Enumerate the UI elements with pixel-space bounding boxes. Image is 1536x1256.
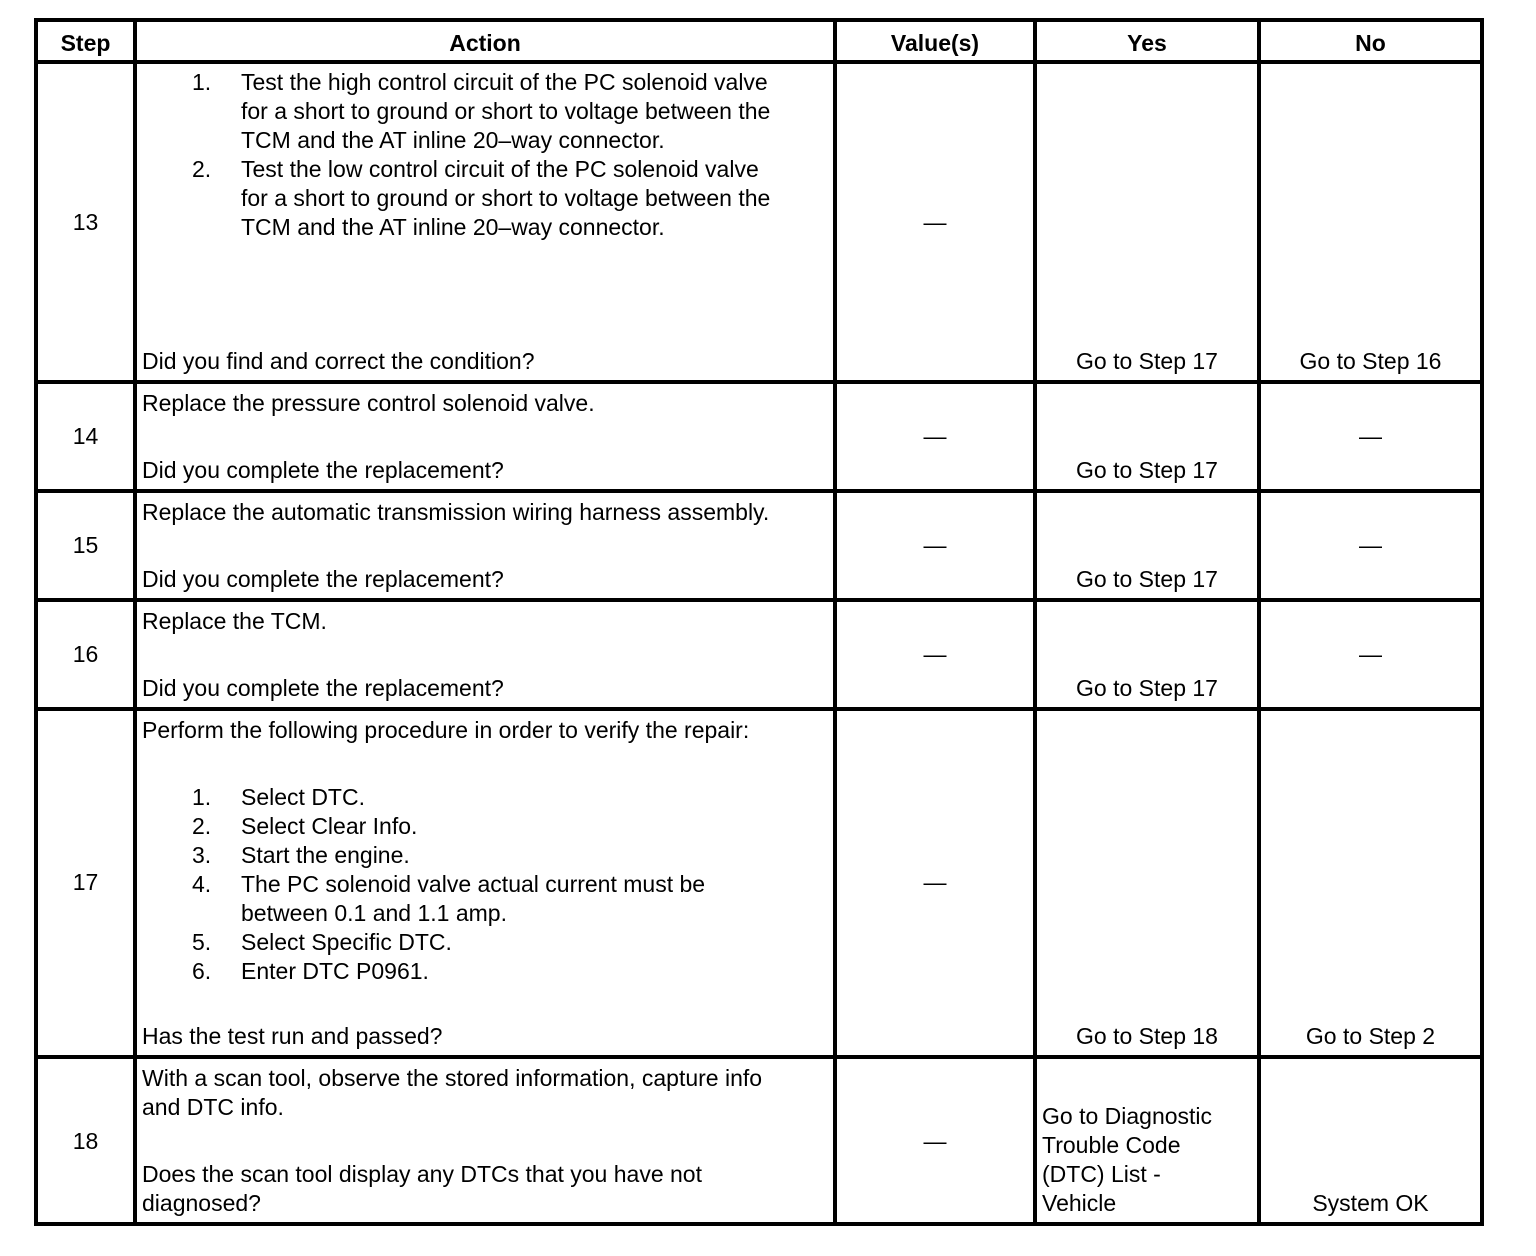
action-question: Has the test run and passed? [142, 1023, 443, 1049]
action-intro: Replace the automatic transmission wiring harness assembly. [142, 499, 770, 525]
step-number: 13 [72, 209, 99, 235]
list-item: 6. Enter DTC P0961. [192, 958, 429, 984]
column-divider [133, 22, 137, 1222]
column-divider [833, 22, 837, 1222]
step-number: 15 [72, 532, 99, 558]
action-intro-line: With a scan tool, observe the stored information, capture info [142, 1065, 763, 1091]
list-item: 3. Start the engine. [192, 842, 410, 868]
list-item: 1. Test the high control circuit of the PC solenoid valve [192, 69, 768, 95]
row-divider [38, 380, 1480, 384]
header-no: No [1355, 30, 1386, 56]
no-cell: Go to Step 2 [1305, 1023, 1436, 1049]
yes-cell: Go to Step 17 [1076, 675, 1218, 701]
value-cell: — [923, 423, 947, 449]
no-cell: System OK [1312, 1190, 1429, 1216]
no-cell: — [1359, 641, 1382, 667]
yes-cell-line: Go to Diagnostic [1042, 1103, 1213, 1129]
yes-cell-line: Trouble Code [1042, 1132, 1181, 1158]
action-intro-line: and DTC info. [142, 1094, 284, 1120]
no-cell: Go to Step 16 [1299, 348, 1442, 374]
action-intro: Replace the pressure control solenoid valve. [142, 390, 595, 416]
step-number: 17 [72, 869, 99, 895]
list-item: 1. Select DTC. [192, 784, 365, 810]
action-question: Did you complete the replacement? [142, 675, 504, 701]
list-item: between 0.1 and 1.1 amp. [241, 900, 507, 926]
yes-cell-line: (DTC) List - [1042, 1161, 1161, 1187]
action-list [142, 68, 770, 242]
header-values: Value(s) [890, 30, 980, 56]
action-intro: Replace the TCM. [142, 608, 327, 634]
action-question-line: Does the scan tool display any DTCs that you have not [142, 1161, 702, 1187]
action-question-line: diagnosed? [142, 1190, 261, 1216]
step-number: 16 [72, 641, 99, 667]
action-question: Did you find and correct the condition? [142, 348, 535, 374]
diagnostic-table [34, 18, 1484, 1226]
row-divider [38, 598, 1480, 602]
list-item: for a short to ground or short to voltage between the [241, 98, 771, 124]
value-cell: — [923, 869, 947, 895]
no-cell: — [1359, 423, 1382, 449]
action-question: Did you complete the replacement? [142, 457, 504, 483]
action-intro: Perform the following procedure in order to verify the repair: [142, 717, 750, 743]
list-item: 5. Select Specific DTC. [192, 929, 452, 955]
step-number: 14 [72, 423, 99, 449]
row-divider [38, 60, 1480, 64]
no-cell: — [1359, 532, 1382, 558]
row-divider [38, 489, 1480, 493]
value-cell: — [923, 532, 947, 558]
action-question: Did you complete the replacement? [142, 566, 504, 592]
action-list [142, 783, 705, 986]
yes-cell: Go to Step 18 [1076, 1023, 1218, 1049]
step-number: 18 [72, 1128, 99, 1154]
list-item: 4. The PC solenoid valve actual current must be [192, 871, 706, 897]
row-divider [38, 707, 1480, 711]
yes-cell: Go to Step 17 [1076, 348, 1218, 374]
value-cell: — [923, 1128, 947, 1154]
row-divider [38, 1055, 1480, 1059]
value-cell: — [923, 209, 947, 235]
header-action: Action [449, 30, 521, 56]
header-yes: Yes [1127, 30, 1167, 56]
list-item: TCM and the AT inline 20–way connector. [241, 214, 665, 240]
yes-cell: Go to Step 17 [1076, 457, 1218, 483]
list-item: 2. Test the low control circuit of the PC solenoid valve [192, 156, 759, 182]
list-item: 2. Select Clear Info. [192, 813, 418, 839]
header-step: Step [60, 30, 111, 56]
yes-cell: Go to Step 17 [1076, 566, 1218, 592]
yes-cell-line: Vehicle [1042, 1190, 1117, 1216]
value-cell: — [923, 641, 947, 667]
list-item: TCM and the AT inline 20–way connector. [241, 127, 665, 153]
list-item: for a short to ground or short to voltage between the [241, 185, 771, 211]
